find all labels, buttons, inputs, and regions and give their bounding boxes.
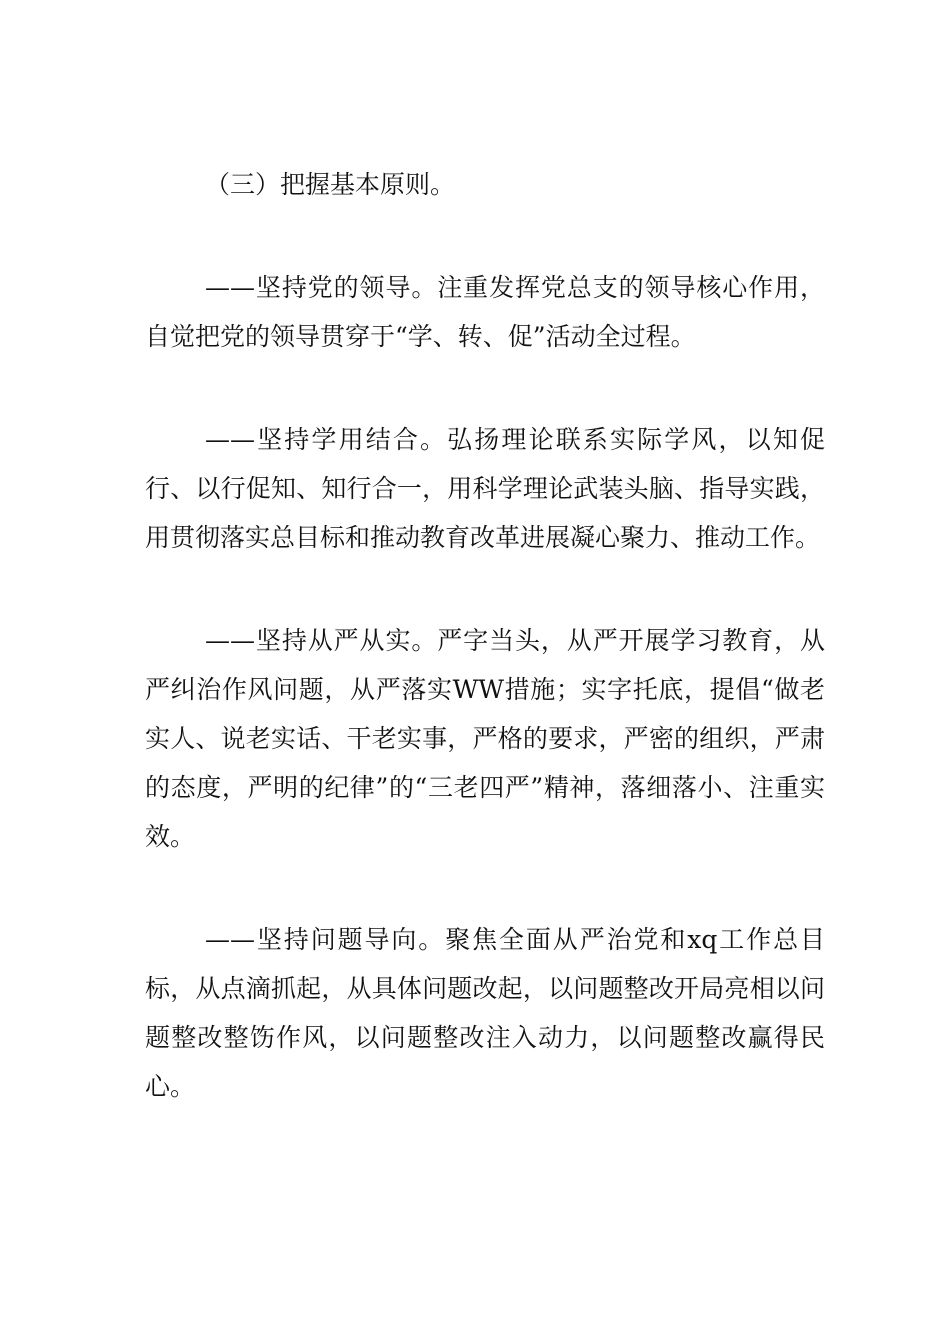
paragraph-problem-oriented: ——坚持问题导向。聚焦全面从严治党和xq工作总目标，从点滴抓起，从具体问题改起，以问题整改开局亮相以问题整改整饬作风，以问题整改注入动力，以问题整改赢得民心。 bbox=[145, 925, 825, 1101]
paragraph-strict-practical: ——坚持从严从实。严字当头，从严开展学习教育，从严纠治作风问题，从严落实WW措施；实字托底，提倡“做老实人、说老实话、干老实事，严格的要求，严密的组织，严肃的态度，严明的纪律”的“三老四严”精神，落细落小、注重实效。 bbox=[145, 626, 825, 851]
paragraph-party-leadership: ——坚持党的领导。注重发挥党总支的领导核心作用，自觉把党的领导贯穿于“学、转、促”活动全过程。 bbox=[145, 273, 825, 351]
section-heading: （三）把握基本原则。 bbox=[205, 170, 456, 199]
paragraph-theory-practice: ——坚持学用结合。弘扬理论联系实际学风，以知促行、以行促知、知行合一，用科学理论武装头脑、指导实践，用贯彻落实总目标和推动教育改革进展凝心聚力、推动工作。 bbox=[145, 425, 825, 552]
document-body bbox=[145, 160, 825, 1111]
